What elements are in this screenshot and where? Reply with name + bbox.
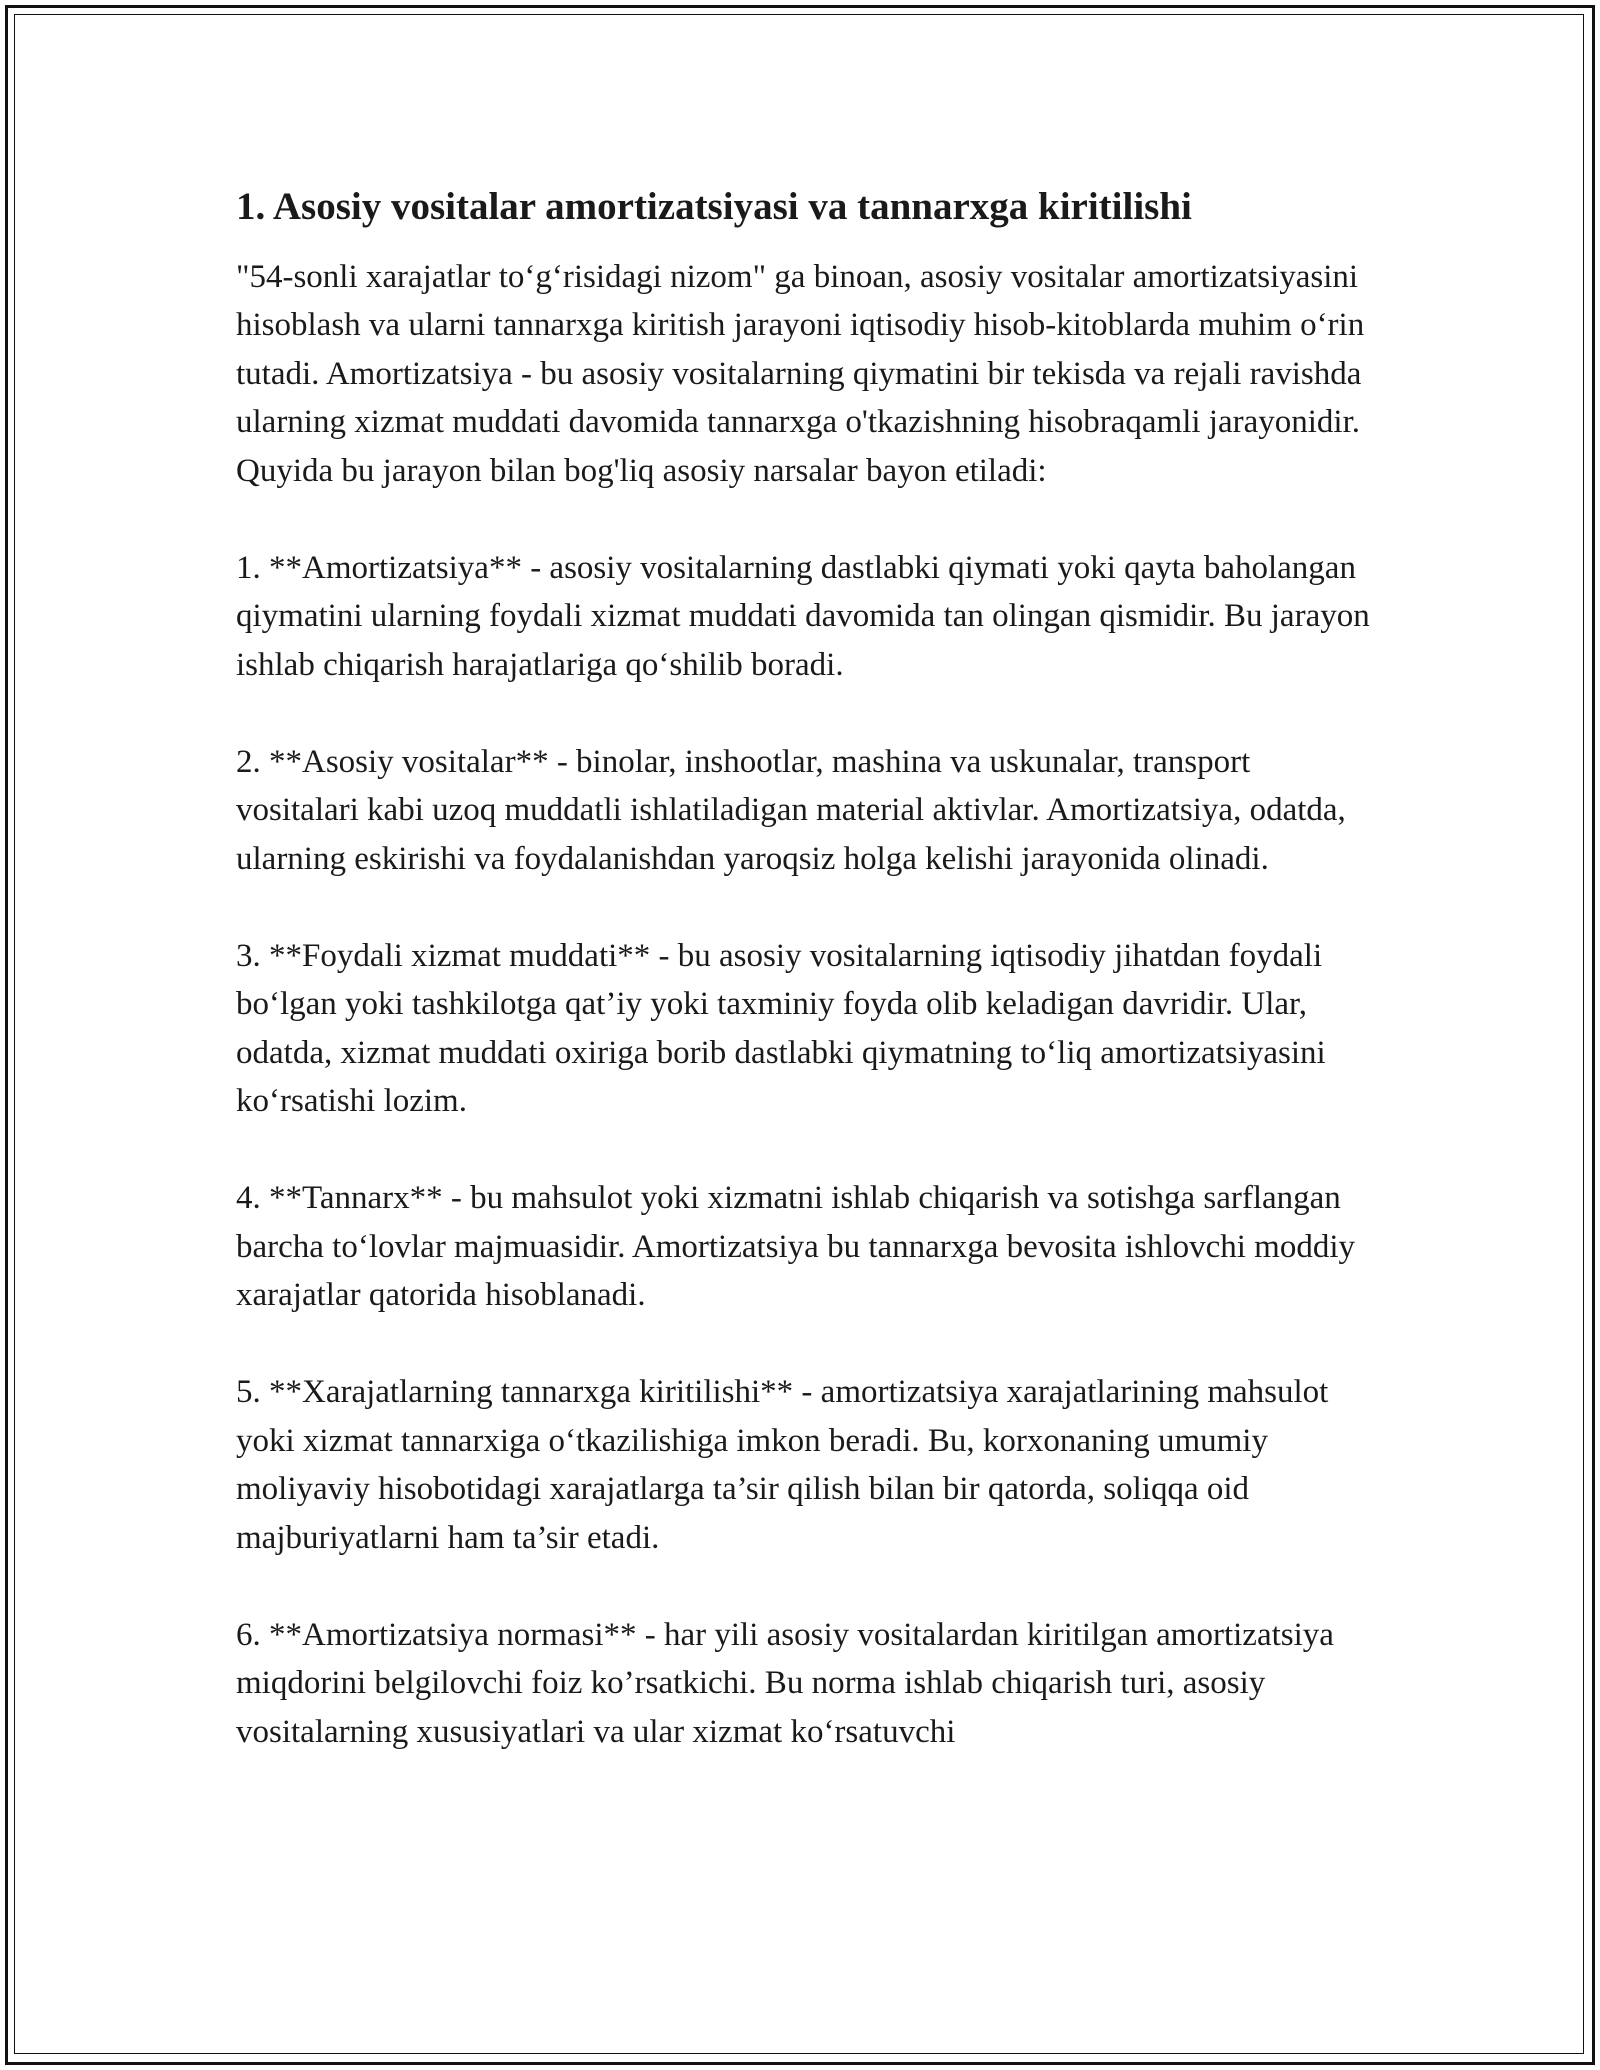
list-item-tannarx: 4. **Tannarx** - bu mahsulot yoki xizmatni ishlab chiqarish va sotishga sarflangan barcha to‘lovlar majmuasidir. Amortizatsiya bu tannarxga bevosita ishlovchi moddiy xarajatlar qatorida hisoblanadi. — [236, 1180, 1355, 1314]
list-item-foydali-xizmat-muddati: 3. **Foydali xizmat muddati** - bu asosiy vositalarning iqtisodiy jihatdan foydali bo‘lgan yoki tashkilotga qat’iy yoki taxminiy foyda olib keladigan davridir. Ular, odatda, xizmat muddati oxiriga borib dastlabki qiymatning to‘liq amortizatsiyasini ko‘rsatishi lozim. — [236, 937, 1326, 1120]
document-body — [236, 184, 1376, 1805]
list-item-amortizatsiya-normasi: 6. **Amortizatsiya normasi** - har yili asosiy vositalardan kiritilgan amortizatsiya miqdorini belgilovchi foiz ko’rsatkichi. Bu norma ishlab chiqarish turi, asosiy vositalarning xususiyatlari va ular xizmat ko‘rsatuvchi — [236, 1616, 1334, 1750]
list-item-asosiy-vositalar: 2. **Asosiy vositalar** - binolar, inshootlar, mashina va uskunalar, transport vositalari kabi uzoq muddatli ishlatiladigan material aktivlar. Amortizatsiya, odatda, ularning eskirishi va foydalanishdan yaroqsiz holga kelishi jarayonida olinadi. — [236, 743, 1346, 877]
intro-paragraph: "54-sonli xarajatlar to‘g‘risidagi nizom" ga binoan, asosiy vositalar amortizatsiyasini hisoblash va ularni tannarxga kiritish jarayoni iqtisodiy hisob-kitoblarda muhim o‘rin tutadi. Amortizatsiya - bu asosiy vositalarning qiymatini bir tekisda va rejali ravishda ularning xizmat muddati davomida tannarxga o'tkazishning hisobraqamli jarayonidir. Quyida bu jarayon bilan bog'liq asosiy narsalar bayon etiladi: — [236, 258, 1365, 489]
list-item-xarajatlarning-tannarxga-kiritilishi: 5. **Xarajatlarning tannarxga kiritilishi** - amortizatsiya xarajatlarining mahsulot yoki xizmat tannarxiga o‘tkazilishiga imkon beradi. Bu, korxonaning umumiy moliyaviy hisobotidagi xarajatlarga ta’sir qilish bilan bir qatorda, soliqqa oid majburiyatlarni ham ta’sir etadi. — [236, 1374, 1329, 1556]
section-heading: 1. Asosiy vositalar amortizatsiyasi va tannarxga kiritilishi — [236, 185, 1192, 228]
list-item-amortizatsiya: 1. **Amortizatsiya** - asosiy vositalarning dastlabki qiymati yoki qayta baholangan qiymatini ularning foydali xizmat muddati davomida tan olingan qismidir. Bu jarayon ishlab chiqarish harajatlariga qo‘shilib boradi. — [236, 549, 1370, 683]
